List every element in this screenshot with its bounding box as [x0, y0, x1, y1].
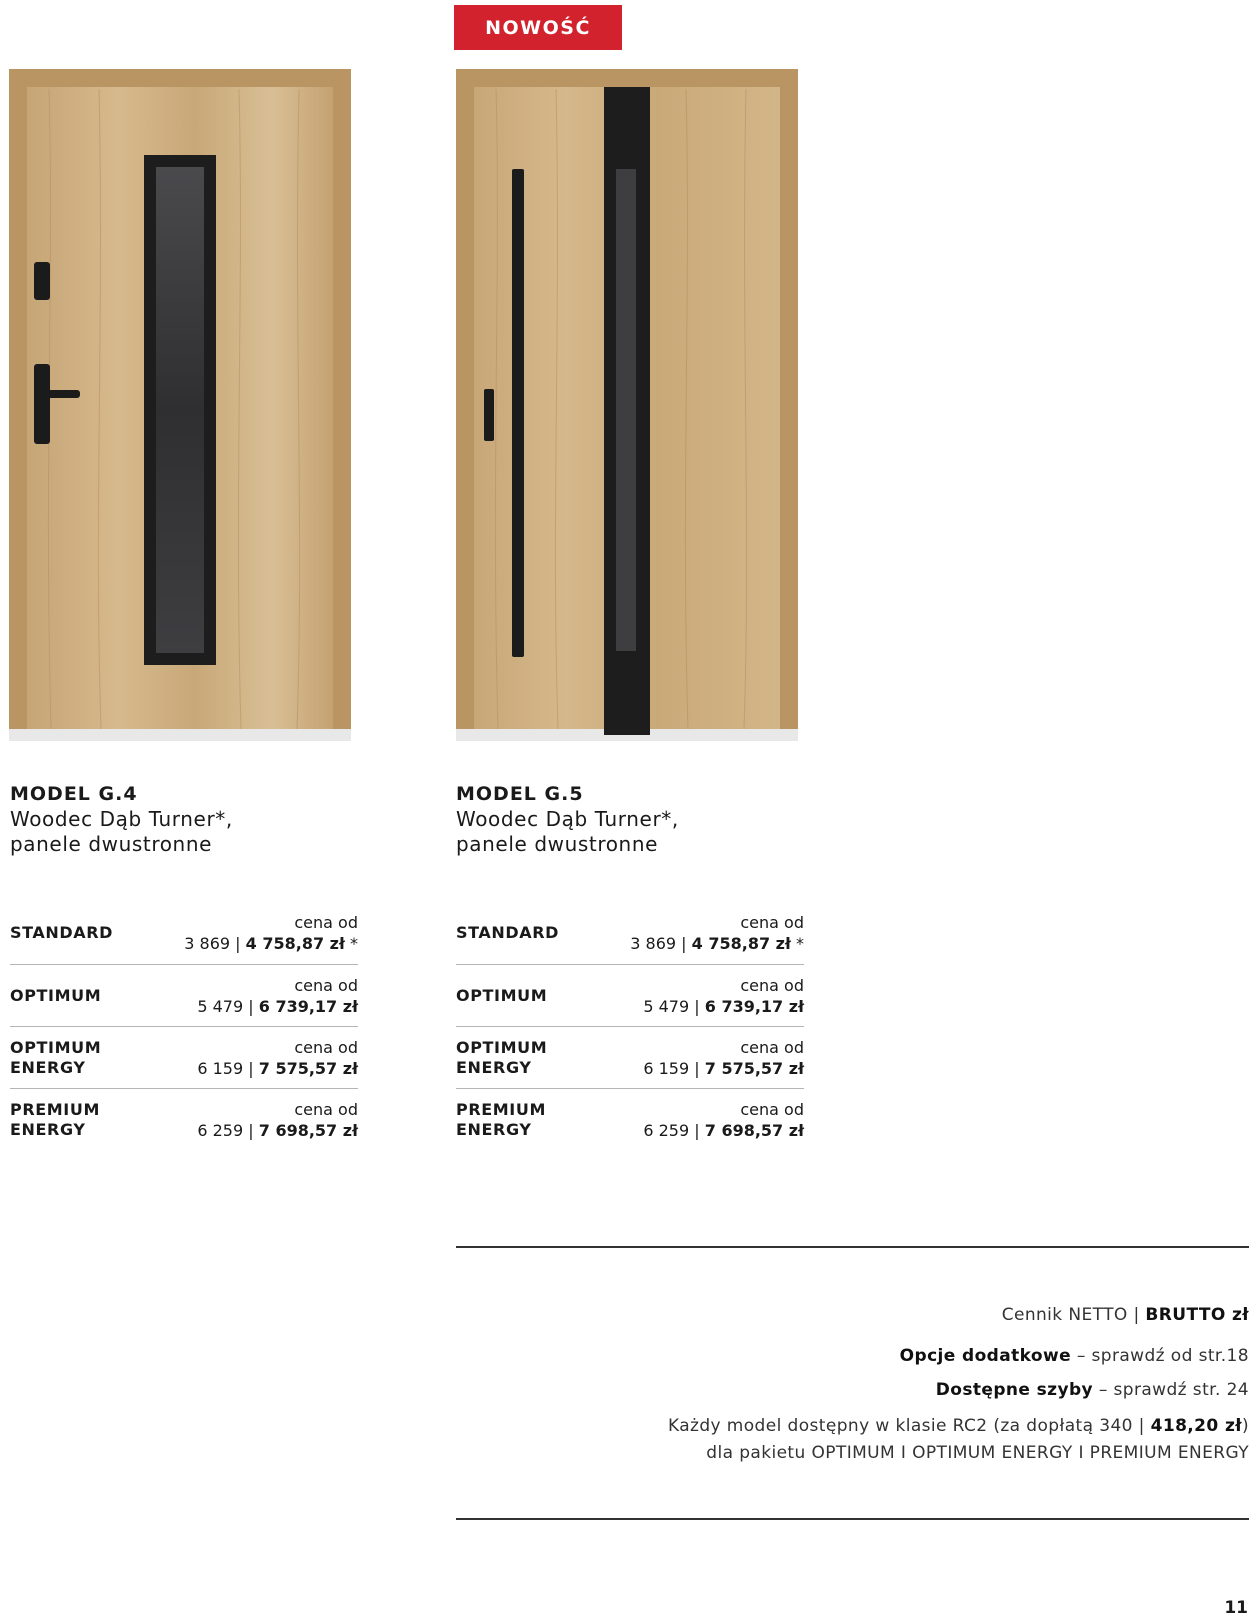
model-description: panele dwustronne — [456, 832, 659, 856]
szyby-bold: Dostępne szyby — [935, 1380, 1094, 1400]
price-netto: 5 479 — [197, 996, 244, 1016]
rc2-suffix: ) — [1241, 1416, 1249, 1436]
price-values — [643, 975, 804, 1017]
price-values — [197, 1099, 358, 1141]
cennik-note — [549, 1305, 1249, 1325]
divider-bottom — [456, 1518, 1249, 1520]
footnote-mark: * — [350, 934, 358, 953]
price-brutto: 7 698,57 zł — [258, 1120, 358, 1140]
price-row — [10, 1026, 358, 1088]
price-values — [197, 1037, 358, 1079]
price-values — [643, 1099, 804, 1141]
price-prefix: cena od — [294, 1099, 358, 1119]
price-separator: | — [694, 996, 700, 1016]
price-brutto: 6 739,17 zł — [258, 996, 358, 1016]
rc2-bold: 418,20 zł — [1150, 1416, 1242, 1436]
package-label: OPTIMUM ENERGY — [456, 1037, 548, 1077]
model-title: MODEL G.5 — [456, 783, 584, 805]
model-description: Woodec Dąb Turner*, — [456, 807, 679, 831]
price-netto: 6 259 — [197, 1120, 244, 1140]
price-row — [456, 902, 804, 964]
pakiety-note: dla pakietu OPTIMUM I OPTIMUM ENERGY I PREMIUM ENERGY — [706, 1443, 1249, 1463]
price-brutto: 4 758,87 zł — [245, 934, 345, 953]
model-g5-header — [456, 782, 856, 857]
package-label: OPTIMUM — [456, 985, 548, 1005]
door-image-g4 — [9, 69, 351, 741]
price-table-g4 — [10, 902, 358, 1150]
price-prefix: cena od — [294, 975, 358, 995]
price-row — [10, 902, 358, 964]
price-prefix: cena od — [294, 913, 358, 932]
price-row — [456, 1088, 804, 1150]
price-values — [197, 975, 358, 1017]
model-description: Woodec Dąb Turner*, — [10, 807, 233, 831]
price-row — [456, 964, 804, 1026]
price-separator: | — [681, 934, 687, 953]
price-separator: | — [248, 996, 254, 1016]
price-row — [10, 1088, 358, 1150]
price-table-g5 — [456, 902, 804, 1150]
price-separator: | — [248, 1120, 254, 1140]
opcje-rest: – sprawdź od str.18 — [1076, 1346, 1249, 1366]
price-brutto: 7 698,57 zł — [704, 1120, 804, 1140]
package-label: STANDARD — [10, 923, 114, 942]
model-g4-header — [10, 782, 410, 857]
price-prefix: cena od — [740, 1037, 804, 1057]
price-prefix: cena od — [740, 1099, 804, 1119]
package-label: OPTIMUM ENERGY — [10, 1037, 102, 1077]
price-values — [630, 912, 804, 954]
cennik-bold: BRUTTO zł — [1145, 1305, 1249, 1325]
price-brutto: 4 758,87 zł — [691, 934, 791, 953]
page-number: 11 — [1224, 1598, 1248, 1618]
model-title: MODEL G.4 — [10, 783, 138, 805]
price-prefix: cena od — [740, 913, 804, 932]
price-values — [184, 912, 358, 954]
price-separator: | — [248, 1058, 254, 1078]
package-label: PREMIUM ENERGY — [10, 1099, 100, 1139]
price-brutto: 7 575,57 zł — [704, 1058, 804, 1078]
package-label: OPTIMUM — [10, 985, 102, 1005]
price-separator: | — [694, 1120, 700, 1140]
rc2-prefix: Każdy model dostępny w klasie RC2 (za dopłatą 340 | — [667, 1416, 1145, 1436]
opcje-note — [549, 1346, 1249, 1366]
price-netto: 6 159 — [643, 1058, 690, 1078]
szyby-note — [549, 1380, 1249, 1400]
szyby-rest: – sprawdź str. 24 — [1098, 1380, 1249, 1400]
price-values — [643, 1037, 804, 1079]
price-netto: 3 869 — [630, 934, 677, 953]
door-image-g5 — [456, 69, 798, 741]
footnote-mark: * — [796, 934, 804, 953]
price-brutto: 6 739,17 zł — [704, 996, 804, 1016]
package-label: PREMIUM ENERGY — [456, 1099, 546, 1139]
price-row — [456, 1026, 804, 1088]
price-netto: 6 159 — [197, 1058, 244, 1078]
price-netto: 3 869 — [184, 934, 231, 953]
price-netto: 6 259 — [643, 1120, 690, 1140]
price-prefix: cena od — [740, 975, 804, 995]
price-netto: 5 479 — [643, 996, 690, 1016]
rc2-note — [549, 1416, 1249, 1436]
model-description: panele dwustronne — [10, 832, 213, 856]
price-prefix: cena od — [294, 1037, 358, 1057]
price-separator: | — [694, 1058, 700, 1078]
price-row — [10, 964, 358, 1026]
cennik-prefix: Cennik NETTO | — [1001, 1305, 1140, 1325]
new-badge: NOWOŚĆ — [454, 5, 622, 50]
price-separator: | — [235, 934, 241, 953]
opcje-bold: Opcje dodatkowe — [899, 1346, 1072, 1366]
price-brutto: 7 575,57 zł — [258, 1058, 358, 1078]
package-label: STANDARD — [456, 923, 560, 942]
divider-top — [456, 1246, 1249, 1248]
